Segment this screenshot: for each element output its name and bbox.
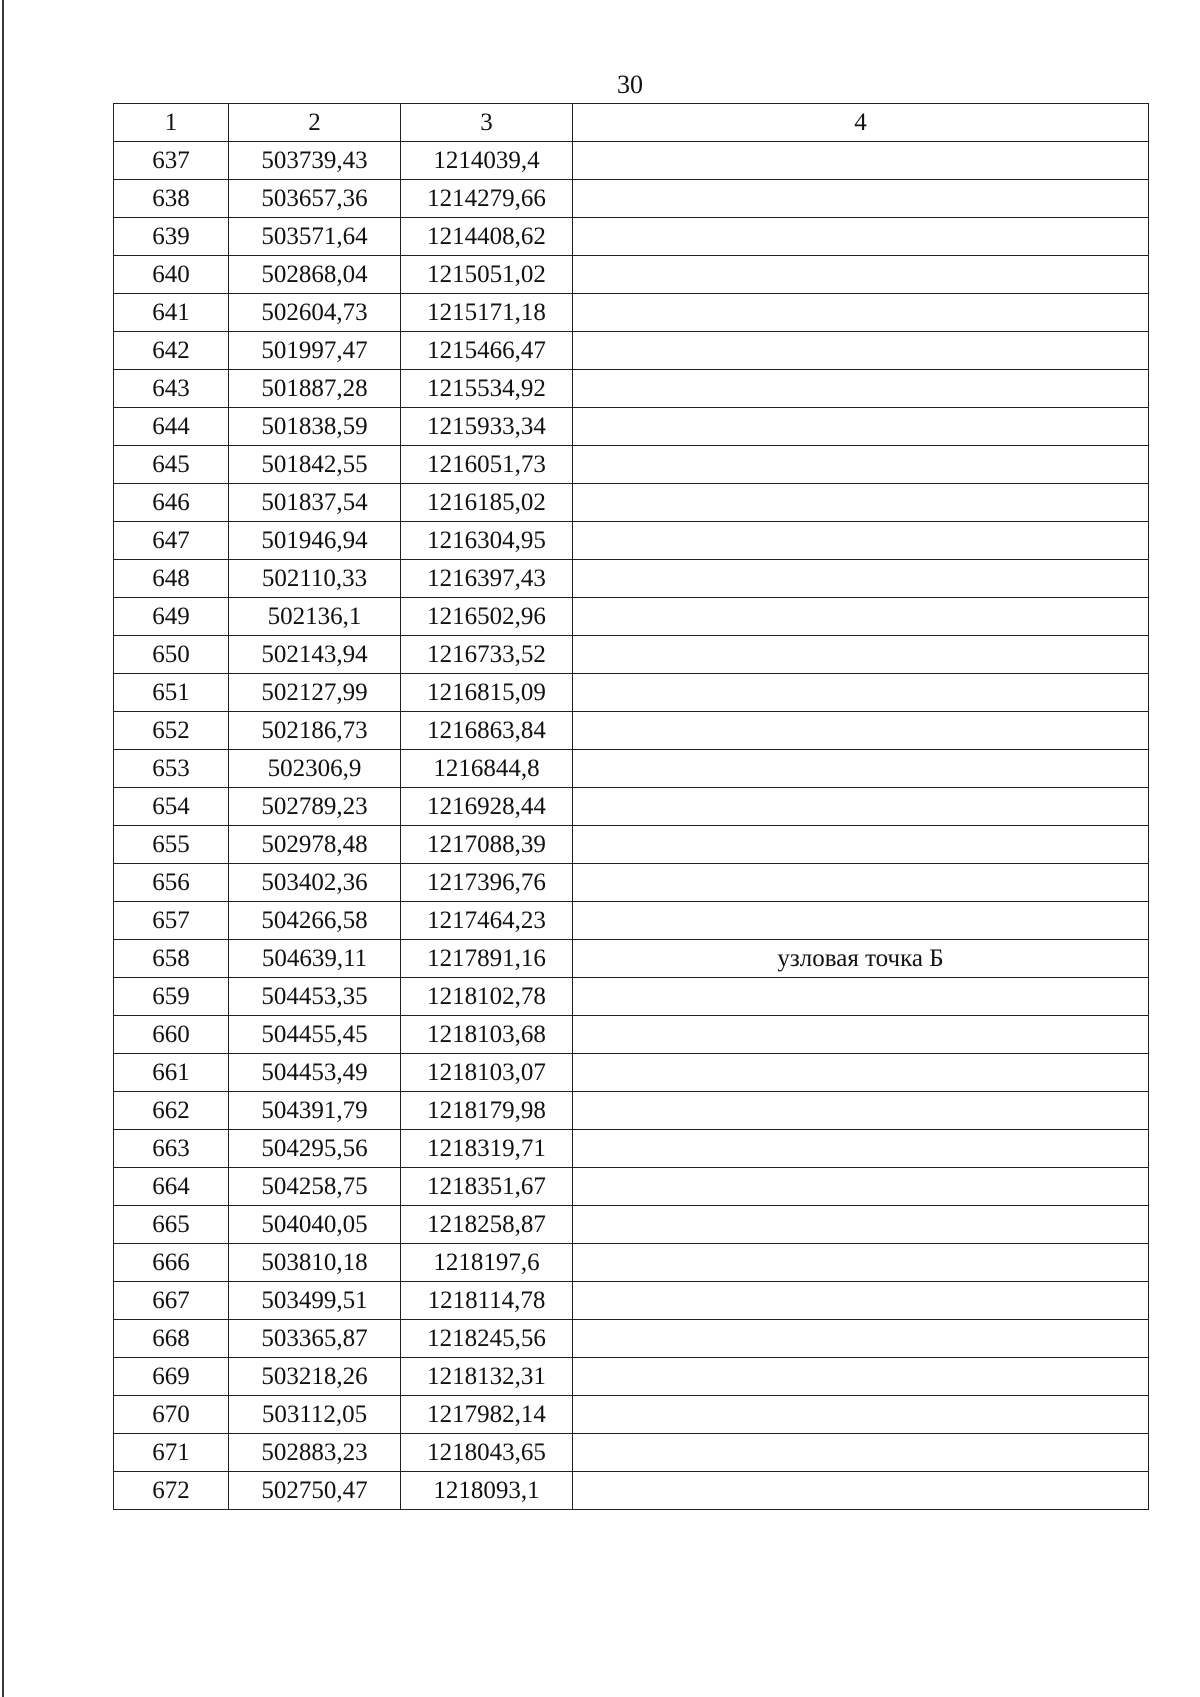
coordinate-x-cell: 504266,58 xyxy=(229,902,401,940)
coordinate-y-cell: 1215171,18 xyxy=(401,294,573,332)
note-cell xyxy=(573,256,1149,294)
table-row xyxy=(114,522,1149,560)
table-row xyxy=(114,978,1149,1016)
note-cell xyxy=(573,598,1149,636)
note-cell xyxy=(573,370,1149,408)
coordinate-x-cell: 503365,87 xyxy=(229,1320,401,1358)
table-row xyxy=(114,1244,1149,1282)
coordinate-y-cell: 1218102,78 xyxy=(401,978,573,1016)
note-cell xyxy=(573,142,1149,180)
coordinate-y-cell: 1216502,96 xyxy=(401,598,573,636)
note-cell xyxy=(573,484,1149,522)
table-row xyxy=(114,484,1149,522)
point-number-cell: 655 xyxy=(114,826,229,864)
note-cell xyxy=(573,674,1149,712)
table-row xyxy=(114,1054,1149,1092)
note-cell xyxy=(573,1244,1149,1282)
point-number-cell: 647 xyxy=(114,522,229,560)
note-cell xyxy=(573,1130,1149,1168)
note-cell xyxy=(573,1206,1149,1244)
table-row xyxy=(114,598,1149,636)
coordinate-y-cell: 1215933,34 xyxy=(401,408,573,446)
point-number-cell: 665 xyxy=(114,1206,229,1244)
coordinate-x-cell: 504258,75 xyxy=(229,1168,401,1206)
point-number-cell: 661 xyxy=(114,1054,229,1092)
coordinate-y-cell: 1216733,52 xyxy=(401,636,573,674)
coordinate-x-cell: 503739,43 xyxy=(229,142,401,180)
point-number-cell: 641 xyxy=(114,294,229,332)
coordinate-y-cell: 1217464,23 xyxy=(401,902,573,940)
coordinate-y-cell: 1216815,09 xyxy=(401,674,573,712)
table-row xyxy=(114,788,1149,826)
coordinate-x-cell: 502143,94 xyxy=(229,636,401,674)
table-row xyxy=(114,256,1149,294)
coordinate-y-cell: 1214039,4 xyxy=(401,142,573,180)
note-cell xyxy=(573,522,1149,560)
table-body xyxy=(114,142,1149,1510)
coordinate-y-cell: 1218103,68 xyxy=(401,1016,573,1054)
coordinate-x-cell: 502750,47 xyxy=(229,1472,401,1510)
coordinate-x-cell: 502127,99 xyxy=(229,674,401,712)
point-number-cell: 668 xyxy=(114,1320,229,1358)
note-cell xyxy=(573,294,1149,332)
note-cell xyxy=(573,712,1149,750)
point-number-cell: 658 xyxy=(114,940,229,978)
point-number-cell: 645 xyxy=(114,446,229,484)
coordinate-x-cell: 503810,18 xyxy=(229,1244,401,1282)
coordinate-x-cell: 502306,9 xyxy=(229,750,401,788)
point-number-cell: 637 xyxy=(114,142,229,180)
table-row xyxy=(114,1472,1149,1510)
coordinate-x-cell: 503571,64 xyxy=(229,218,401,256)
note-cell: узловая точка Б xyxy=(573,940,1149,978)
coordinate-y-cell: 1217982,14 xyxy=(401,1396,573,1434)
table-row xyxy=(114,750,1149,788)
coordinate-y-cell: 1215466,47 xyxy=(401,332,573,370)
point-number-cell: 669 xyxy=(114,1358,229,1396)
table-row xyxy=(114,180,1149,218)
point-number-cell: 649 xyxy=(114,598,229,636)
coordinate-y-cell: 1217088,39 xyxy=(401,826,573,864)
coordinate-y-cell: 1217396,76 xyxy=(401,864,573,902)
point-number-cell: 639 xyxy=(114,218,229,256)
coordinate-x-cell: 502883,23 xyxy=(229,1434,401,1472)
note-cell xyxy=(573,1472,1149,1510)
coordinate-y-cell: 1216844,8 xyxy=(401,750,573,788)
table-row xyxy=(114,332,1149,370)
table-row xyxy=(114,1016,1149,1054)
table-row xyxy=(114,864,1149,902)
note-cell xyxy=(573,408,1149,446)
column-header-1: 1 xyxy=(114,104,229,142)
coordinate-x-cell: 501838,59 xyxy=(229,408,401,446)
coordinate-x-cell: 501997,47 xyxy=(229,332,401,370)
scan-edge-line xyxy=(2,0,4,1697)
point-number-cell: 656 xyxy=(114,864,229,902)
table-row xyxy=(114,636,1149,674)
coordinate-x-cell: 501837,54 xyxy=(229,484,401,522)
coordinate-x-cell: 502789,23 xyxy=(229,788,401,826)
coordinates-table xyxy=(113,103,1149,1510)
note-cell xyxy=(573,636,1149,674)
point-number-cell: 642 xyxy=(114,332,229,370)
point-number-cell: 657 xyxy=(114,902,229,940)
point-number-cell: 652 xyxy=(114,712,229,750)
table-row xyxy=(114,826,1149,864)
point-number-cell: 659 xyxy=(114,978,229,1016)
column-header-4: 4 xyxy=(573,104,1149,142)
point-number-cell: 663 xyxy=(114,1130,229,1168)
note-cell xyxy=(573,788,1149,826)
table-row xyxy=(114,370,1149,408)
note-cell xyxy=(573,1396,1149,1434)
coordinate-x-cell: 504453,35 xyxy=(229,978,401,1016)
coordinate-x-cell: 503112,05 xyxy=(229,1396,401,1434)
coordinate-y-cell: 1216304,95 xyxy=(401,522,573,560)
note-cell xyxy=(573,1282,1149,1320)
coordinate-y-cell: 1216928,44 xyxy=(401,788,573,826)
point-number-cell: 671 xyxy=(114,1434,229,1472)
coordinate-y-cell: 1218043,65 xyxy=(401,1434,573,1472)
note-cell xyxy=(573,978,1149,1016)
point-number-cell: 666 xyxy=(114,1244,229,1282)
note-cell xyxy=(573,864,1149,902)
coordinate-y-cell: 1218132,31 xyxy=(401,1358,573,1396)
coordinate-y-cell: 1218114,78 xyxy=(401,1282,573,1320)
note-cell xyxy=(573,1320,1149,1358)
coordinate-y-cell: 1218245,56 xyxy=(401,1320,573,1358)
coordinate-y-cell: 1214279,66 xyxy=(401,180,573,218)
column-header-3: 3 xyxy=(401,104,573,142)
coordinate-y-cell: 1218179,98 xyxy=(401,1092,573,1130)
coordinate-x-cell: 504295,56 xyxy=(229,1130,401,1168)
note-cell xyxy=(573,750,1149,788)
note-cell xyxy=(573,1092,1149,1130)
coordinate-x-cell: 502136,1 xyxy=(229,598,401,636)
note-cell xyxy=(573,560,1149,598)
coordinate-x-cell: 504639,11 xyxy=(229,940,401,978)
table-row xyxy=(114,1206,1149,1244)
coordinate-y-cell: 1218351,67 xyxy=(401,1168,573,1206)
table-row xyxy=(114,1092,1149,1130)
coordinate-x-cell: 503657,36 xyxy=(229,180,401,218)
point-number-cell: 660 xyxy=(114,1016,229,1054)
table-row xyxy=(114,408,1149,446)
table-row xyxy=(114,1320,1149,1358)
point-number-cell: 662 xyxy=(114,1092,229,1130)
point-number-cell: 643 xyxy=(114,370,229,408)
point-number-cell: 646 xyxy=(114,484,229,522)
table-row xyxy=(114,1282,1149,1320)
coordinate-x-cell: 503499,51 xyxy=(229,1282,401,1320)
note-cell xyxy=(573,1016,1149,1054)
coordinate-y-cell: 1217891,16 xyxy=(401,940,573,978)
point-number-cell: 672 xyxy=(114,1472,229,1510)
point-number-cell: 654 xyxy=(114,788,229,826)
coordinate-y-cell: 1218103,07 xyxy=(401,1054,573,1092)
coordinate-x-cell: 502978,48 xyxy=(229,826,401,864)
coordinate-y-cell: 1216863,84 xyxy=(401,712,573,750)
coordinate-x-cell: 504391,79 xyxy=(229,1092,401,1130)
coordinate-y-cell: 1215534,92 xyxy=(401,370,573,408)
point-number-cell: 670 xyxy=(114,1396,229,1434)
coordinate-x-cell: 502186,73 xyxy=(229,712,401,750)
coordinate-x-cell: 503402,36 xyxy=(229,864,401,902)
coordinate-y-cell: 1218258,87 xyxy=(401,1206,573,1244)
coordinate-x-cell: 501842,55 xyxy=(229,446,401,484)
note-cell xyxy=(573,332,1149,370)
note-cell xyxy=(573,1434,1149,1472)
table-row xyxy=(114,446,1149,484)
point-number-cell: 648 xyxy=(114,560,229,598)
table-row xyxy=(114,1396,1149,1434)
coordinate-x-cell: 501887,28 xyxy=(229,370,401,408)
table-row xyxy=(114,560,1149,598)
table-row xyxy=(114,1168,1149,1206)
coordinate-y-cell: 1214408,62 xyxy=(401,218,573,256)
point-number-cell: 667 xyxy=(114,1282,229,1320)
coordinate-x-cell: 504453,49 xyxy=(229,1054,401,1092)
coordinate-y-cell: 1216051,73 xyxy=(401,446,573,484)
note-cell xyxy=(573,1358,1149,1396)
note-cell xyxy=(573,902,1149,940)
coordinate-y-cell: 1215051,02 xyxy=(401,256,573,294)
point-number-cell: 640 xyxy=(114,256,229,294)
coordinate-x-cell: 502604,73 xyxy=(229,294,401,332)
coordinate-x-cell: 502110,33 xyxy=(229,560,401,598)
table-row xyxy=(114,1358,1149,1396)
note-cell xyxy=(573,218,1149,256)
table-row xyxy=(114,712,1149,750)
table-row xyxy=(114,142,1149,180)
page-number: 30 xyxy=(617,70,643,99)
coordinate-y-cell: 1216397,43 xyxy=(401,560,573,598)
point-number-cell: 664 xyxy=(114,1168,229,1206)
coordinate-y-cell: 1218197,6 xyxy=(401,1244,573,1282)
table-row xyxy=(114,294,1149,332)
table-row xyxy=(114,674,1149,712)
coordinate-x-cell: 501946,94 xyxy=(229,522,401,560)
table-row xyxy=(114,1130,1149,1168)
coordinate-x-cell: 504455,45 xyxy=(229,1016,401,1054)
note-cell xyxy=(573,826,1149,864)
coordinate-x-cell: 502868,04 xyxy=(229,256,401,294)
point-number-cell: 650 xyxy=(114,636,229,674)
point-number-cell: 644 xyxy=(114,408,229,446)
point-number-cell: 651 xyxy=(114,674,229,712)
table-row xyxy=(114,940,1149,978)
coordinate-y-cell: 1216185,02 xyxy=(401,484,573,522)
table-header-row xyxy=(114,104,1149,142)
coordinate-y-cell: 1218319,71 xyxy=(401,1130,573,1168)
note-cell xyxy=(573,180,1149,218)
coordinate-x-cell: 503218,26 xyxy=(229,1358,401,1396)
note-cell xyxy=(573,446,1149,484)
column-header-2: 2 xyxy=(229,104,401,142)
table-row xyxy=(114,902,1149,940)
table-row xyxy=(114,1434,1149,1472)
point-number-cell: 638 xyxy=(114,180,229,218)
note-cell xyxy=(573,1168,1149,1206)
note-cell xyxy=(573,1054,1149,1092)
point-number-cell: 653 xyxy=(114,750,229,788)
coordinate-y-cell: 1218093,1 xyxy=(401,1472,573,1510)
coordinate-x-cell: 504040,05 xyxy=(229,1206,401,1244)
table-row xyxy=(114,218,1149,256)
